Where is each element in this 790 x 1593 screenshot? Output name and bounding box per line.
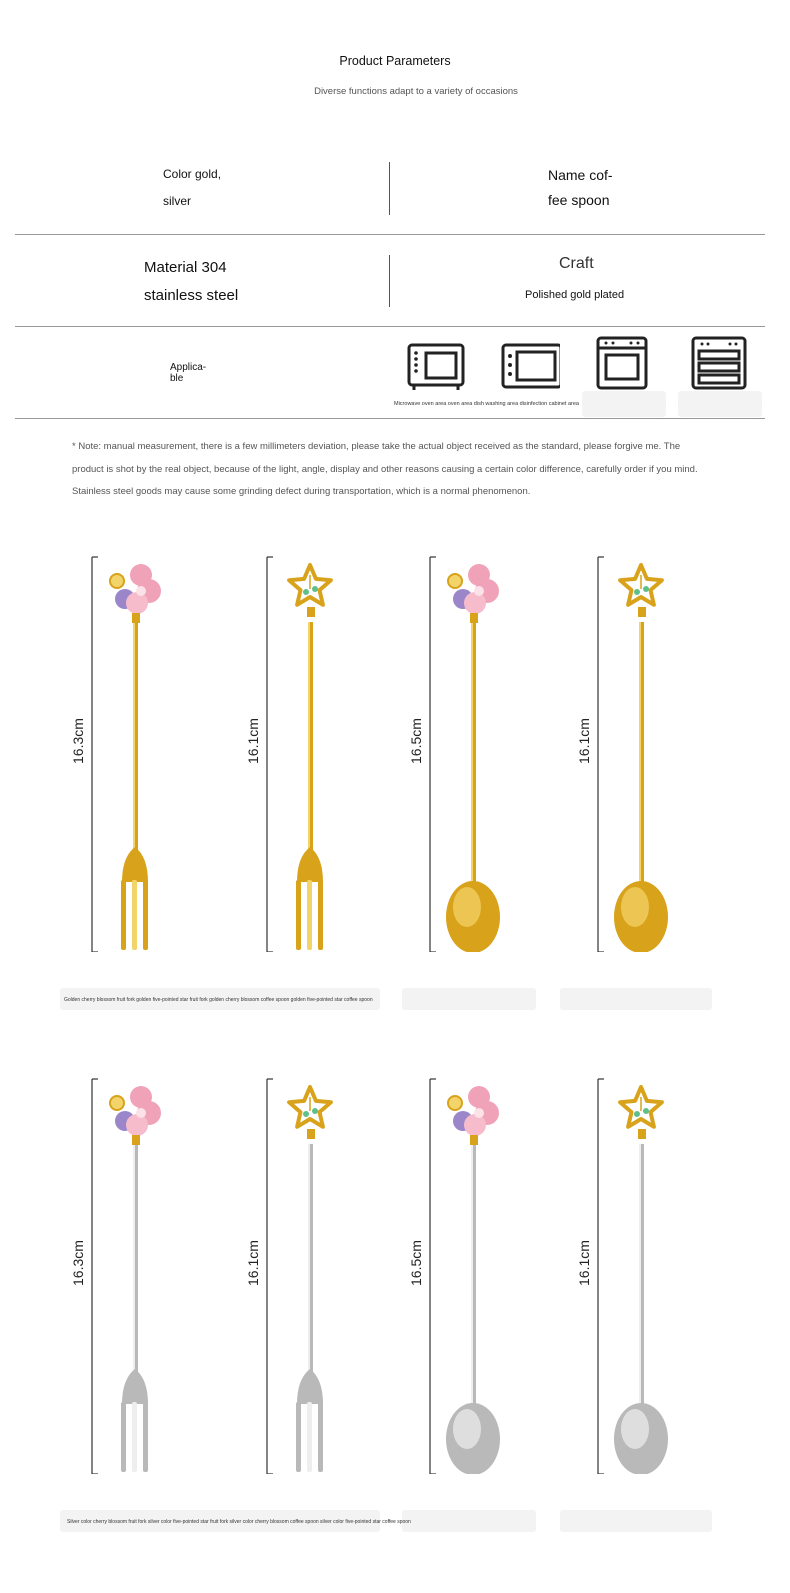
cherry-blossom-topper	[110, 564, 161, 623]
spoon-bowl	[446, 881, 500, 952]
param-craft-label: Craft	[559, 255, 594, 272]
length-label: 16.1cm	[576, 718, 592, 764]
spoon-bowl	[614, 881, 668, 952]
product-caption: Golden cherry blossom fruit fork golden five-pointed star fruit fork golden cherry blossom coffee spoon golden five-pointed star coffee spoon	[64, 997, 373, 1003]
product-item	[566, 1074, 696, 1474]
product-item	[566, 552, 696, 952]
param-name: Name cof- fee spoon	[548, 167, 613, 208]
table-divider	[389, 255, 390, 307]
product-item	[60, 1074, 190, 1474]
spoon-bowl	[446, 1403, 500, 1474]
cherry-blossom-topper	[448, 1086, 499, 1145]
length-label: 16.1cm	[245, 718, 261, 764]
param-material: Material 304 stainless steel	[144, 259, 239, 304]
product-caption: Silver color cherry blossom fruit fork silver color five-pointed star fruit fork silver color cherry blossom coffee spoon silver color five-pointed star coffee spoon	[67, 1519, 411, 1525]
length-label: 16.5cm	[408, 718, 424, 764]
fork-head	[296, 847, 323, 950]
measurement-note: * Note: manual measurement, there is a few millimeters deviation, please take the actual object received as the standard, please forgive me. The product is shot by the real object, because of the light, angle, display and other reasons causing a certain color difference, carefully order if you mind. Stainless steel goods may cause some grinding defect during transportation, which is a normal phenomenon.	[72, 441, 698, 497]
cherry-blossom-topper	[110, 1086, 161, 1145]
length-label: 16.3cm	[70, 718, 86, 764]
star-topper	[620, 565, 662, 617]
fork-head	[296, 1369, 323, 1472]
applicable-caption: Microwave oven area oven area dish washing area disinfection cabinet area	[394, 401, 579, 407]
page-subtitle: Diverse functions adapt to a variety of occasions	[314, 86, 518, 97]
table-rule	[15, 234, 765, 235]
caption-smear	[402, 1510, 536, 1532]
page-title: Product Parameters	[339, 54, 451, 68]
product-item	[235, 1074, 365, 1474]
oven-icon	[500, 340, 560, 396]
length-label: 16.3cm	[70, 1240, 86, 1286]
caption-smear	[678, 391, 762, 417]
caption-smear	[560, 988, 712, 1010]
star-topper	[620, 1087, 662, 1139]
product-item	[398, 1074, 528, 1474]
product-item	[398, 552, 528, 952]
star-topper	[289, 1087, 331, 1139]
length-label: 16.1cm	[245, 1240, 261, 1286]
fork-head	[121, 847, 148, 950]
param-color: Color gold, silver	[163, 167, 222, 208]
microwave-icon	[406, 340, 466, 396]
param-craft-value: Polished gold plated	[525, 289, 625, 301]
table-divider	[389, 162, 390, 215]
caption-smear	[582, 391, 666, 417]
caption-smear	[560, 1510, 712, 1532]
table-rule	[15, 326, 765, 327]
spoon-bowl	[614, 1403, 668, 1474]
length-label: 16.5cm	[408, 1240, 424, 1286]
product-item	[60, 552, 190, 952]
disinfection-cabinet-icon	[690, 335, 750, 391]
param-applicable: Applica- ble	[170, 362, 207, 384]
star-topper	[289, 565, 331, 617]
cherry-blossom-topper	[448, 564, 499, 623]
dishwasher-icon	[595, 334, 655, 390]
length-label: 16.1cm	[576, 1240, 592, 1286]
table-rule	[15, 418, 765, 419]
product-item	[235, 552, 365, 952]
fork-head	[121, 1369, 148, 1472]
caption-smear	[402, 988, 536, 1010]
